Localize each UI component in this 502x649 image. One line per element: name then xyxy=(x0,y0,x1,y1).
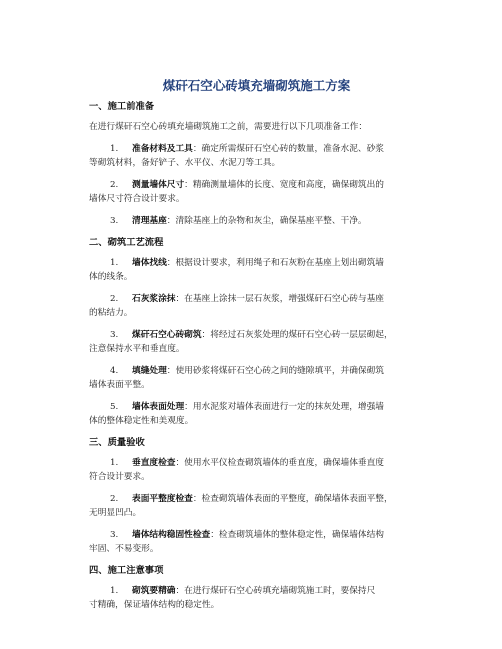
section-preparation xyxy=(89,100,424,228)
item-text: ：精确测量墙体的长度、宽度和高度，确保砌筑出的 xyxy=(184,180,384,190)
item-text: ：检查砌筑墙体的整体稳定性，确保墙体结构 xyxy=(210,530,384,540)
item-number: 4. xyxy=(110,366,119,376)
item-text-continued: 体的线条。 xyxy=(89,272,133,282)
list-item xyxy=(89,364,424,392)
section-intro: 在进行煤矸石空心砖填充墙砌筑施工之前，需要进行以下几项准备工作： xyxy=(89,122,367,132)
item-text-continued: 体的整体稳定性和美观度。 xyxy=(89,416,194,426)
list-item xyxy=(89,492,424,520)
item-number: 1. xyxy=(110,458,119,468)
document-title: 煤矸石空心砖填充墙砌筑施工方案 xyxy=(162,78,351,93)
item-text-continued: 的粘结力。 xyxy=(89,308,133,318)
item-number: 2. xyxy=(110,294,119,304)
section-quality-check xyxy=(89,436,424,556)
item-term: 表面平整度检查 xyxy=(132,494,193,504)
list-item xyxy=(89,214,424,228)
item-number: 1. xyxy=(110,586,119,596)
list-item xyxy=(89,142,424,170)
item-text: ：使用水平仪检查砌筑墙体的垂直度，确保墙体垂直度 xyxy=(175,458,384,468)
item-term: 砌筑要精确 xyxy=(132,586,176,596)
item-text: ：检查砌筑墙体表面的平整度，确保墙体表面平整， xyxy=(192,494,393,504)
item-term: 垂直度检查 xyxy=(132,458,176,468)
item-text: ：在基座上涂抹一层石灰浆，增强煤矸石空心砖与基座 xyxy=(175,294,384,304)
item-text: ：用水泥浆对墙体表面进行一定的抹灰处理，增强墙 xyxy=(184,402,384,412)
item-term: 准备材料及工具 xyxy=(132,144,193,154)
item-number: 1. xyxy=(110,258,119,268)
list-item xyxy=(89,528,424,556)
section-process xyxy=(89,236,424,428)
item-text-continued: 等砌筑材料，备好铲子、水平仪、水泥刀等工具。 xyxy=(89,158,281,168)
list-item xyxy=(89,456,424,484)
item-text-continued: 无明显凹凸。 xyxy=(89,508,142,518)
section-heading: 一、施工前准备 xyxy=(89,101,155,112)
item-text: ：确定所需煤矸石空心砖的数量，准备水泥、砂浆 xyxy=(192,144,384,154)
item-term: 墙体表面处理 xyxy=(132,402,185,412)
item-number: 3. xyxy=(110,530,119,540)
list-item xyxy=(89,400,424,428)
item-text: ：使用砂浆将煤矸石空心砖之间的缝隙填平，并确保砌筑 xyxy=(166,366,384,376)
item-text: ：清除基座上的杂物和灰尘，确保基座平整、干净。 xyxy=(166,216,367,226)
item-term: 清理基座 xyxy=(132,216,167,226)
item-number: 2. xyxy=(110,494,119,504)
list-item xyxy=(89,584,424,612)
item-term: 测量墙体尺寸 xyxy=(132,180,185,190)
item-text: ：根据设计要求，利用绳子和石灰粉在基座上划出砌筑墙 xyxy=(166,258,384,268)
list-item xyxy=(89,328,424,356)
item-text: ：在进行煤矸石空心砖填充墙砌筑施工时，要保持尺 xyxy=(175,586,376,596)
section-heading: 三、质量验收 xyxy=(89,437,145,448)
item-term: 墙体找线 xyxy=(132,258,167,268)
item-number: 5. xyxy=(110,402,119,412)
item-term: 墙体结构稳固性检查 xyxy=(132,530,211,540)
section-notes xyxy=(89,564,424,612)
item-text-continued: 墙体尺寸符合设计要求。 xyxy=(89,194,185,204)
item-number: 3. xyxy=(110,216,119,226)
list-item xyxy=(89,292,424,320)
item-text-continued: 寸精确，保证墙体结构的稳定性。 xyxy=(89,600,220,610)
item-number: 2. xyxy=(110,180,119,190)
item-term: 煤矸石空心砖砌筑 xyxy=(132,330,202,340)
item-text-continued: 牢固、不易变形。 xyxy=(89,544,159,554)
section-heading: 二、砌筑工艺流程 xyxy=(89,237,164,248)
section-heading: 四、施工注意事项 xyxy=(89,565,164,576)
list-item xyxy=(89,256,424,284)
item-text: ：将经过石灰浆处理的煤矸石空心砖一层层砌起， xyxy=(201,330,393,340)
item-text-continued: 注意保持水平和垂直度。 xyxy=(89,344,185,354)
item-term: 填缝处理 xyxy=(132,366,167,376)
item-term: 石灰浆涂抹 xyxy=(132,294,176,304)
item-number: 3. xyxy=(110,330,119,340)
list-item xyxy=(89,178,424,206)
item-number: 1. xyxy=(110,144,119,154)
item-text-continued: 符合设计要求。 xyxy=(89,472,150,482)
item-text-continued: 墙体表面平整。 xyxy=(89,380,150,390)
